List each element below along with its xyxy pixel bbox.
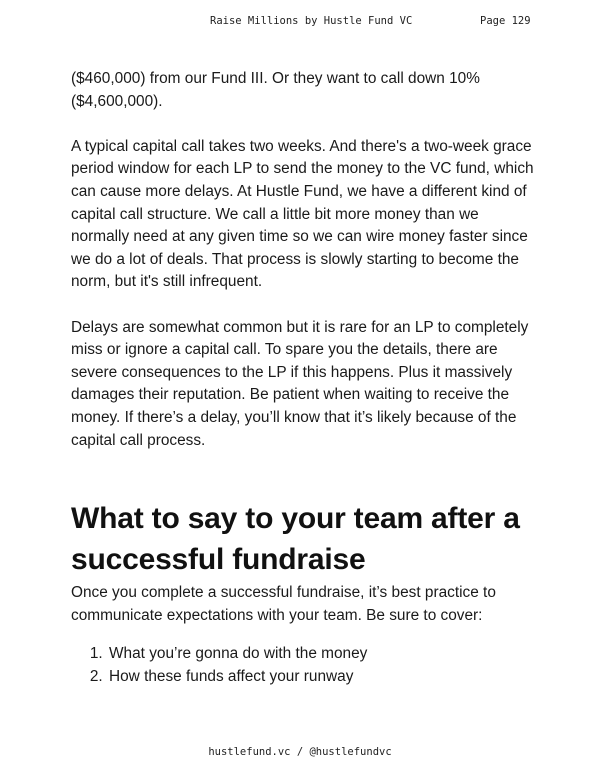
running-footer: hustlefund.vc / @hustlefundvc: [208, 746, 392, 758]
running-header: [0, 15, 600, 33]
list-item: 2. How these funds affect your runway: [107, 666, 541, 689]
paragraph-capital-call-timing: A typical capital call takes two weeks. And there's a two-week grace period window for each LP to send the money to the VC fund, which can cause more delays. At Hustle Fund, we have a different kind of capital call structure. We call a little bit more money than we normally need at any given time so we can wire money faster since we do a lot of deals. That process is slowly starting to become the norm, but it's still infrequent.: [71, 137, 534, 291]
paragraph-capital-call-delays: Delays are somewhat common but it is rare for an LP to completely miss or ignore a capital call. To spare you the details, there are severe consequences to the LP if this happens. Plus it massively damages their reputation. Be patient when waiting to receive the money. If there’s a delay, you’ll know that it’s likely because of the capital call process.: [71, 318, 529, 449]
page-content: [71, 68, 541, 688]
paragraph-intro: Once you complete a successful fundraise, it’s best practice to communicate expectations with your team. Be sure to cover:: [71, 584, 496, 624]
topics-list: [71, 643, 541, 688]
book-title: Raise Millions by Hustle Fund VC: [210, 15, 413, 27]
page-number: Page 129: [480, 15, 531, 27]
paragraph-capital-call-amount: ($460,000) from our Fund III. Or they want to call down 10% ($4,600,000).: [71, 70, 480, 110]
list-item: 1. What you’re gonna do with the money: [107, 643, 541, 666]
section-heading: What to say to your team after a successful fundraise: [71, 502, 520, 577]
